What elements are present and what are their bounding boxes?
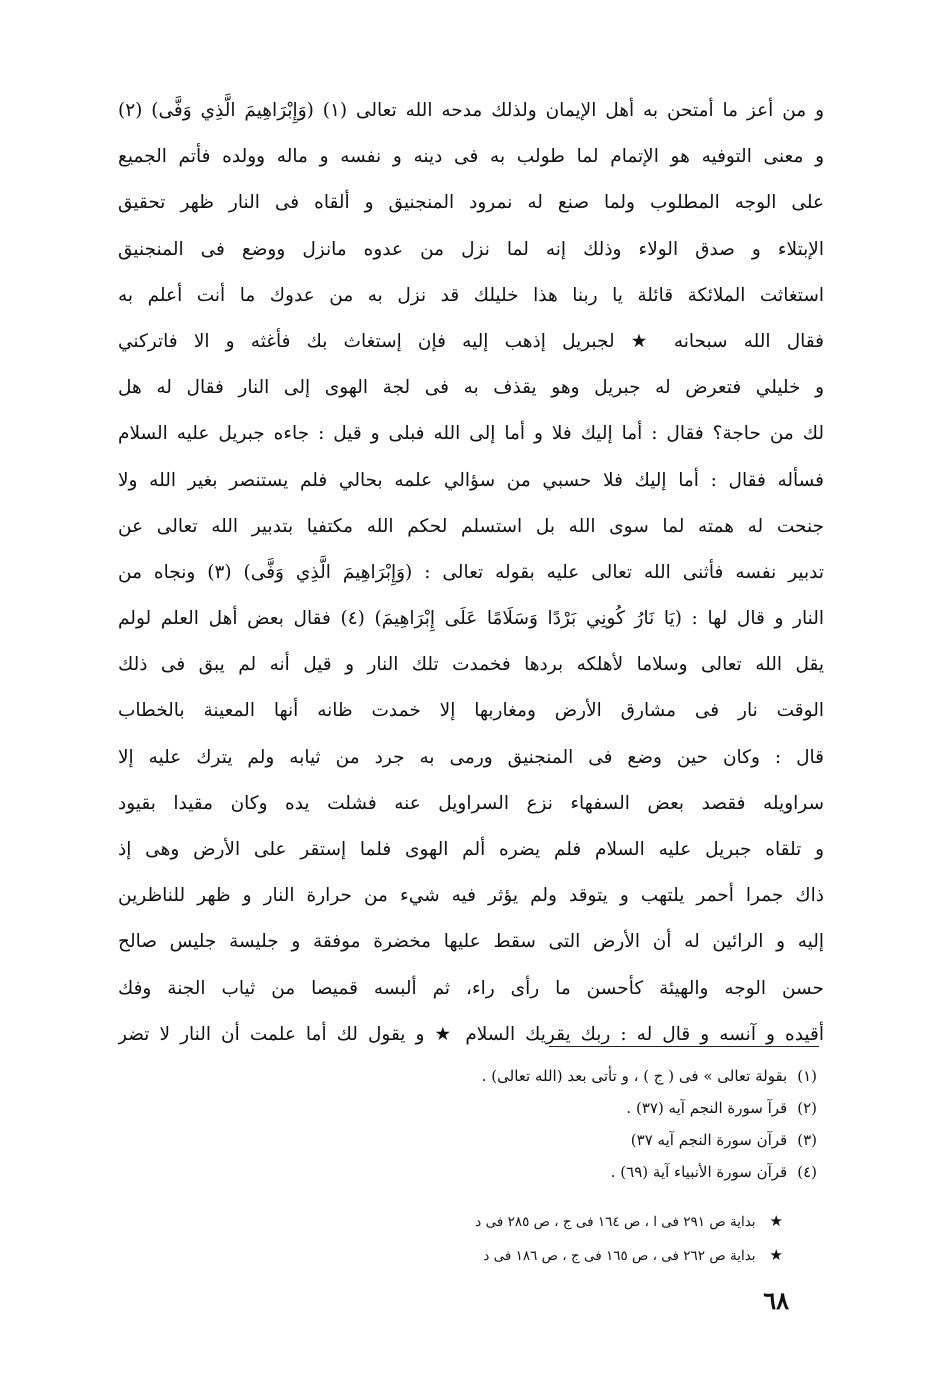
body-line: فقال الله سبحانه ★ لجبريل إذهب إليه فإن إستغاث بك فأغثه و الا فاتركني bbox=[118, 330, 824, 352]
reference-text: بداية ص ٢٦٢ فى ، ص ١٦٥ فى ج ، ص ١٨٦ فى د bbox=[483, 1248, 756, 1264]
body-line: على الوجه المطلوب ولما صنع له نمرود المنجنيق و ألقاه فى النار ظهر تحقيق bbox=[118, 192, 824, 214]
footnote-number: (١) bbox=[797, 1067, 817, 1085]
body-line: يقل الله تعالى وسلاما لأهلكه بردها فخمدت تلك النار و قيل أنه لم يبق فى ذلك bbox=[118, 654, 824, 676]
body-line: الوقت نار فى مشارق الأرض ومغاربها إلا خمدت ظانه أنها المعينة بالخطاب bbox=[118, 700, 824, 722]
footnote-4 bbox=[297, 1156, 817, 1188]
body-line: سراويله فقصد بعض السفهاء نزع السراويل عنه فشلت يده وكان مقيدا بقيود bbox=[118, 792, 824, 814]
footnote-separator bbox=[549, 1046, 819, 1047]
body-line: جنحت له همته لما سوى الله بل استسلم لحكم الله مكتفيا بتدبير الله تعالى عن bbox=[118, 515, 824, 537]
footnote-text: قرآن سورة الأنبياء آية (٦٩) . bbox=[610, 1163, 788, 1181]
body-line: تدبير نفسه فأثنى الله تعالى عليه بقوله تعالى : (وَإِبْرَاهِيمَ الَّذِي وَفَّى) (٣) ونجاه من bbox=[118, 561, 824, 583]
footnote-2 bbox=[297, 1092, 817, 1124]
footnote-number: (٢) bbox=[797, 1099, 817, 1117]
manuscript-reference-1 bbox=[143, 1204, 783, 1238]
body-line: و معنى التوفيه هو الإتمام لما طولب به فى دينه و نفسه و ماله وولده فأتم الجميع bbox=[118, 146, 824, 168]
footnote-number: (٤) bbox=[797, 1163, 817, 1181]
footnote-number: (٣) bbox=[797, 1131, 817, 1149]
reference-text: بداية ص ٢٩١ فى ا ، ص ١٦٤ فى ج ، ص ٢٨٥ فى د bbox=[475, 1214, 756, 1230]
page-number: ٦٨ bbox=[763, 1286, 789, 1315]
body-line: فسأله فقال : أما إليك فلا حسبي من سؤالي علمه بحالي فلم يستنصر بغير الله ولا bbox=[118, 469, 824, 491]
body-line: استغاثت الملائكة قائلة يا ربنا هذا خليلك قد نزل به من عدوك ما أنت أعلم به bbox=[118, 284, 824, 306]
body-line: أقيده و آنسه و قال له : ربك يقريك السلام ★ و يقول لك أما علمت أن النار لا تضر bbox=[118, 1023, 824, 1045]
body-line: و من أعز ما أمتحن به أهل الإيمان ولذلك مدحه الله تعالى (١) (وَإِبْرَاهِيمَ الَّذِي وَفَّى) (٢) bbox=[118, 100, 824, 121]
body-line: و تلقاه جبريل عليه السلام فلم يضره ألم الهوى فلما إستقر على الأرض وهى إذ bbox=[118, 839, 824, 860]
manuscript-references bbox=[143, 1204, 783, 1272]
body-line: حسن الوجه والهيئة كأحسن ما رأى راء، ثم ألبسه قميصا من ثياب الجنة وفك bbox=[118, 977, 824, 999]
body-line: لك من حاجة؟ فقال : أما إليك فلا و أما إلى الله فبلى و قيل : جاءه جبريل عليه السلام bbox=[118, 423, 824, 445]
body-line: ذاك جمرا أحمر يلتهب و يتوقد ولم يؤثر فيه شيء من حرارة النار و ظهر للناظرين bbox=[118, 885, 824, 907]
body-line: الإبتلاء و صدق الولاء وذلك إنه لما نزل من عدوه مانزل ووضع فى المنجنيق bbox=[118, 238, 824, 260]
footnote-3 bbox=[297, 1124, 817, 1156]
footnote-text: قرآ سورة النجم آيه (٣٧) . bbox=[626, 1099, 788, 1117]
body-text bbox=[118, 88, 824, 1058]
body-line: إليه و الرائين له أن الأرض التى سقط عليها مخضرة موفقة و جليسة جليس صالح bbox=[118, 931, 824, 953]
star-icon: ★ bbox=[769, 1246, 783, 1264]
body-line: و خليلي فتعرض له جبريل وهو يقذف به فى لجة الهوى إلى النار فقال له هل bbox=[118, 377, 824, 399]
footnotes bbox=[297, 1060, 817, 1188]
body-line: قال : وكان حين وضع فى المنجنيق ورمى به جرد من ثيابه ولم يترك عليه إلا bbox=[118, 746, 824, 768]
footnote-1 bbox=[297, 1060, 817, 1092]
star-icon: ★ bbox=[769, 1212, 783, 1230]
footnote-text: بقولة تعالى » فى ( ج ) ، و تأتى بعد (الله تعالى) . bbox=[481, 1067, 788, 1085]
footnote-text: قرآن سورة النجم آيه ٣٧) bbox=[630, 1131, 788, 1149]
manuscript-reference-2 bbox=[143, 1238, 783, 1272]
body-line: النار و قال لها : (يَا نَارُ كُونِي بَرْدًا وَسَلَامًا عَلَى إِبْرَاهِيمَ) (٤) فقال بعض أهل العلم لولم bbox=[118, 608, 824, 630]
